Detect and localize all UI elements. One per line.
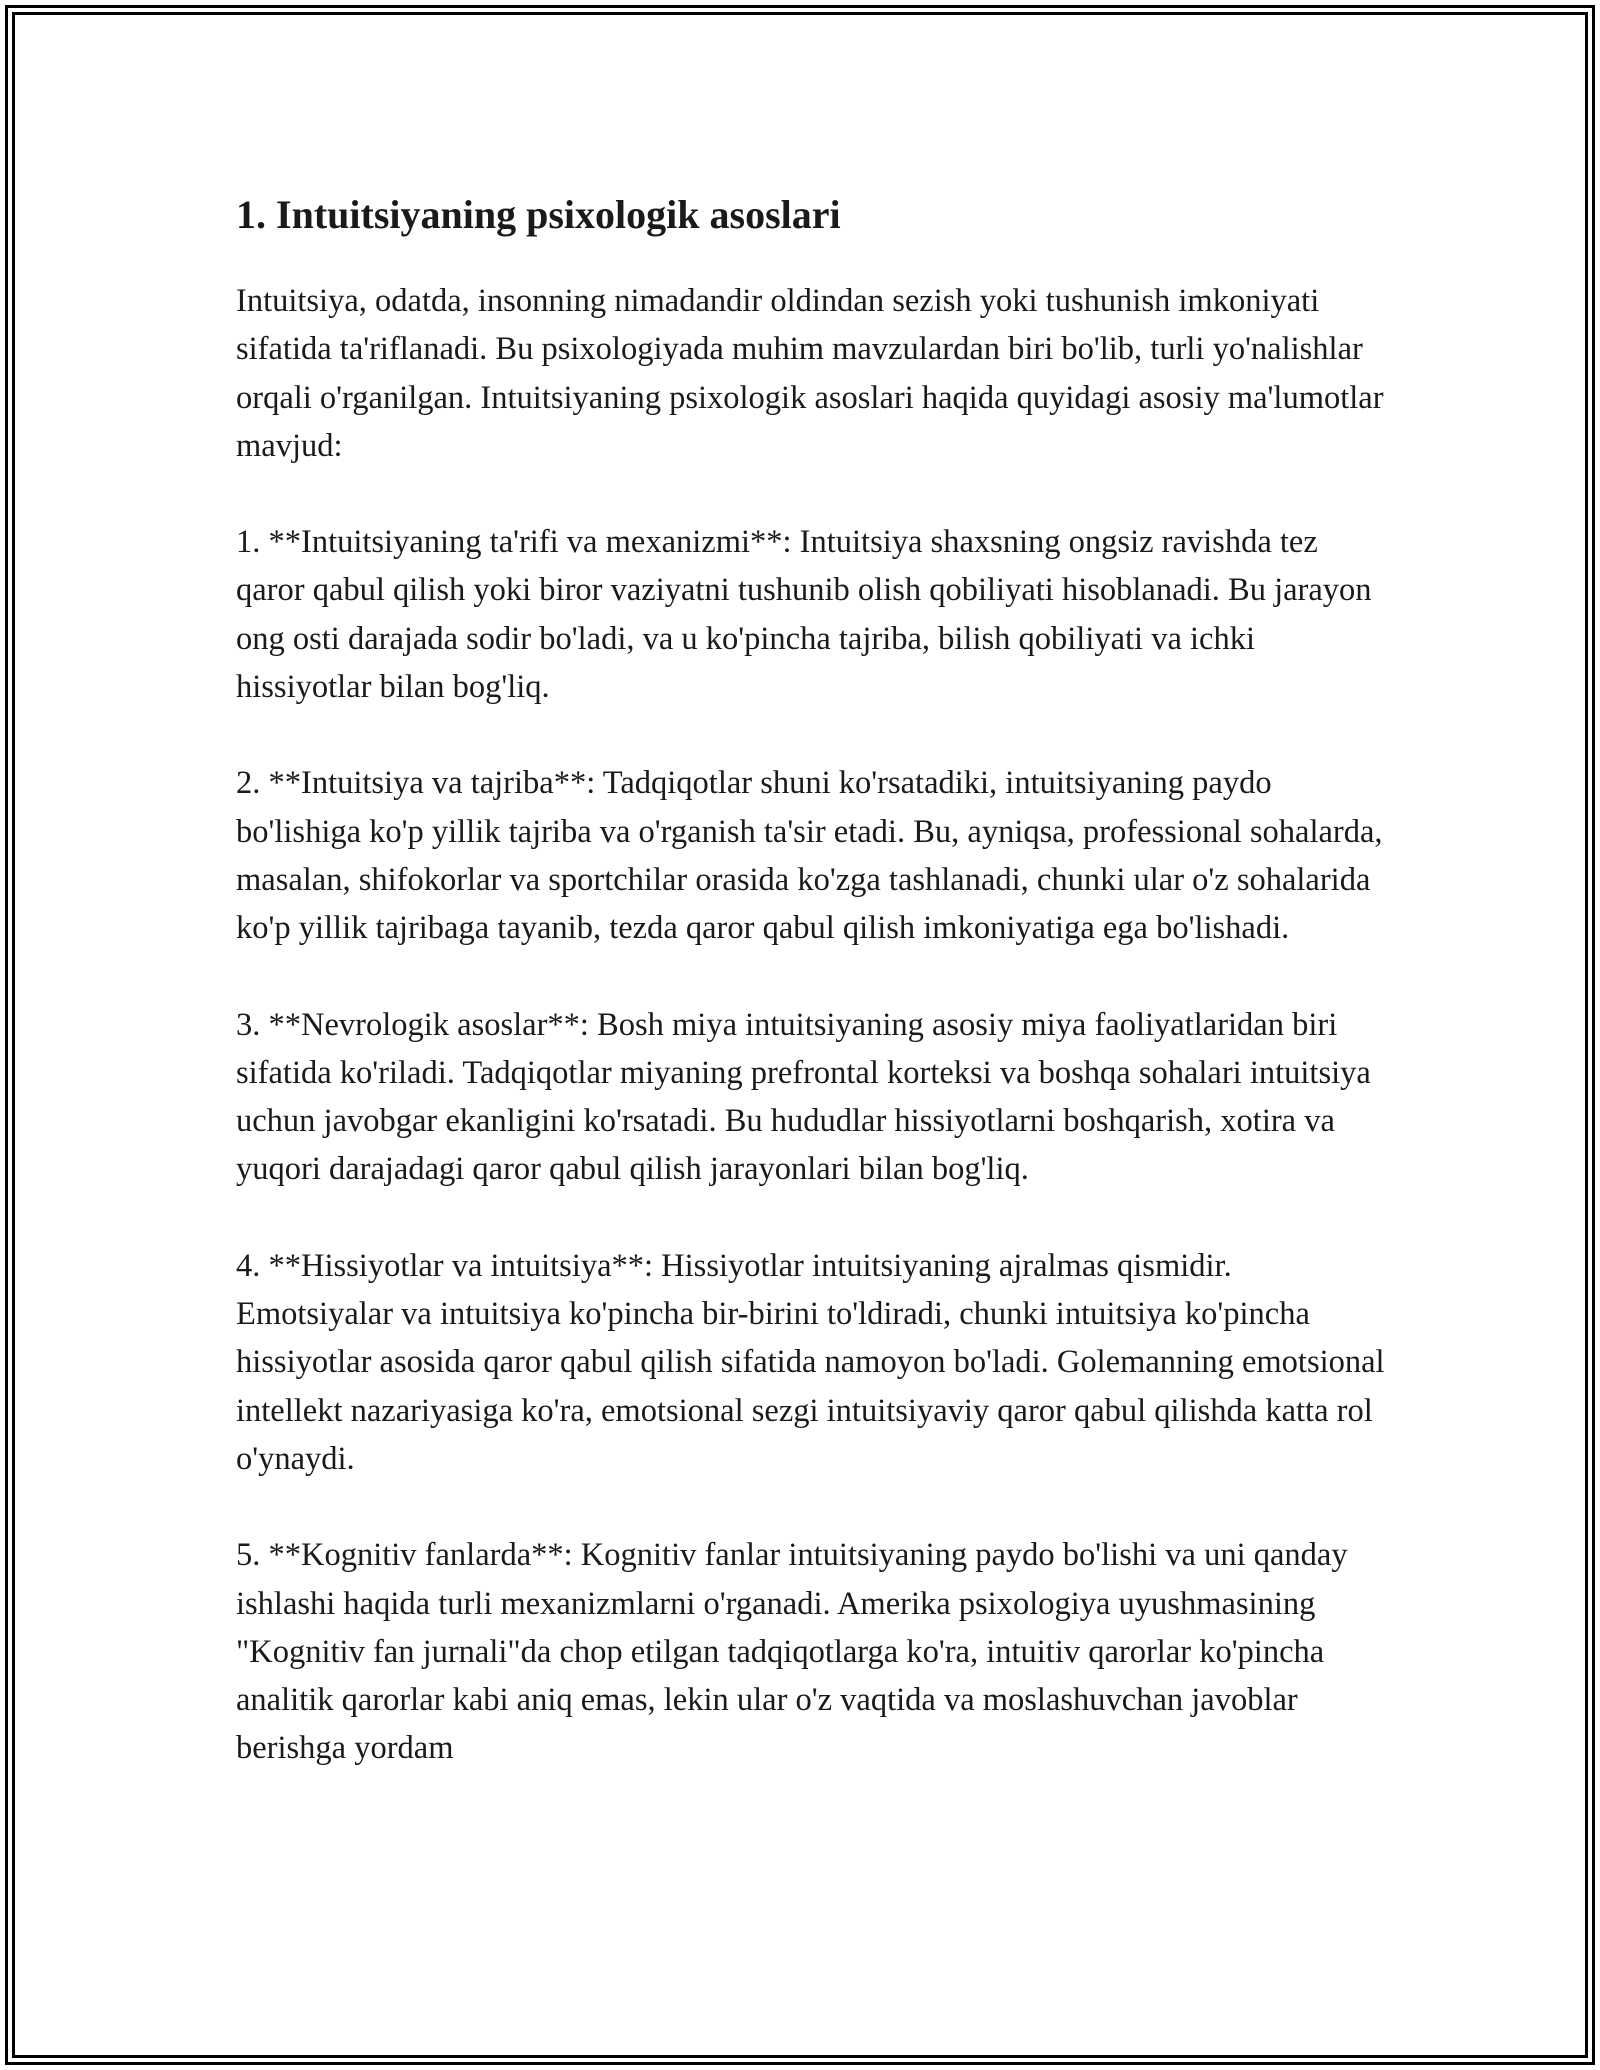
paragraph-item-4: 4. **Hissiyotlar va intuitsiya**: Hissiyotlar intuitsiyaning ajralmas qismidir. Emotsiyalar va intuitsiya ko'pincha bir-birini to'ldiradi, chunki intuitsiya ko'pincha hissiyotlar asosida qaror qabul qilish sifatida namoyon bo'ladi. Golemanning emotsional intellekt nazariyasiga ko'ra, emotsional sezgi intuitsiyaviy qaror qabul qilishda katta rol o'ynaydi. xyxy=(236,1247,1385,1477)
intro-paragraph: Intuitsiya, odatda, insonning nimadandir oldindan sezish yoki tushunish imkoniyati sifatida ta'riflanadi. Bu psixologiyada muhim mavzulardan biri bo'lib, turli yo'nalishlar orqali o'rganilgan. Intuitsiyaning psixologik asoslari haqida quyidagi asosiy ma'lumotlar mavjud: xyxy=(236,283,1384,464)
page-title: 1. Intuitsiyaning psixologik asoslari xyxy=(236,192,841,237)
paragraph-item-3: 3. **Nevrologik asoslar**: Bosh miya intuitsiyaning asosiy miya faoliyatlaridan biri sifatida ko'riladi. Tadqiqotlar miyaning prefrontal korteksi va boshqa sohalari intuitsiya uchun javobgar ekanligini ko'rsatadi. Bu hududlar hissiyotlarni boshqarish, xotira va yuqori darajadagi qaror qabul qilish jarayonlari bilan bog'liq. xyxy=(236,1006,1371,1188)
paragraph-item-2: 2. **Intuitsiya va tajriba**: Tadqiqotlar shuni ko'rsatadiki, intuitsiyaning paydo bo'lishiga ko'p yillik tajriba va o'rganish ta'sir etadi. Bu, ayniqsa, professional sohalarda, masalan, shifokorlar va sportchilar orasida ko'zga tashlanadi, chunki ular o'z sohalarida ko'p yillik tajribaga tayanib, tezda qaror qabul qilish imkoniyatiga ega bo'lishadi. xyxy=(236,765,1383,947)
paragraph-item-5: 5. **Kognitiv fanlarda**: Kognitiv fanlar intuitsiyaning paydo bo'lishi va uni qanday ishlashi haqida turli mexanizmlarni o'rganadi. Amerika psixologiya uyushmasining "Kognitiv fan jurnali"da chop etilgan tadqiqotlarga ko'ra, intuitiv qarorlar ko'pincha analitik qarorlar kabi aniq emas, lekin ular o'z vaqtida va moslashuvchan javoblar berishga yordam xyxy=(236,1537,1348,1767)
document-body xyxy=(236,185,1386,1821)
paragraph-item-1: 1. **Intuitsiyaning ta'rifi va mexanizmi**: Intuitsiya shaxsning ongsiz ravishda tez qaror qabul qilish yoki biror vaziyatni tushunib olish qobiliyati hisoblanadi. Bu jarayon ong osti darajada sodir bo'ladi, va u ko'pincha tajriba, bilish qobiliyati va ichki hissiyotlar bilan bog'liq. xyxy=(236,524,1372,706)
